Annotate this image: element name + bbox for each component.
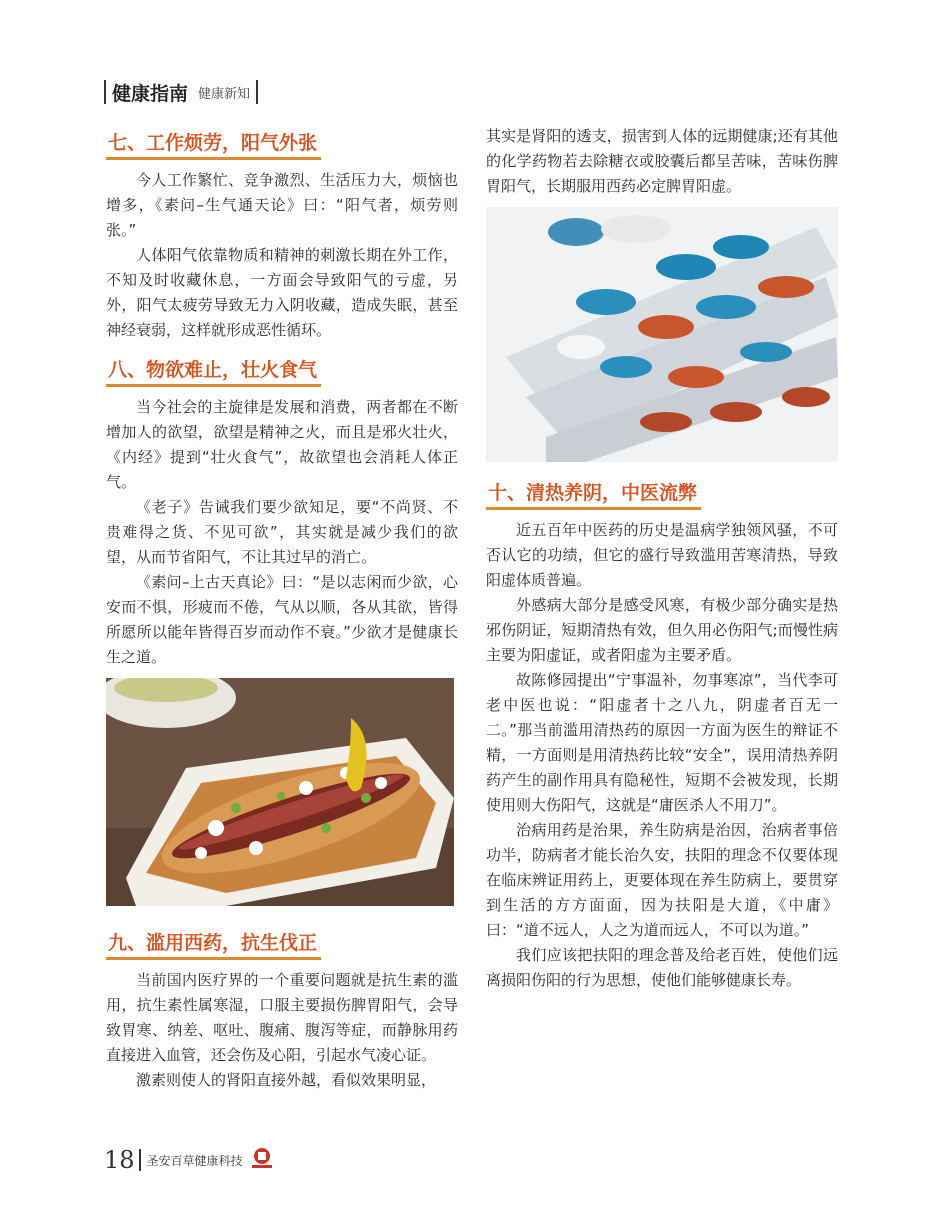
- column-subtitle: 健康新知: [198, 86, 251, 102]
- section-7-title: 七、工作烦劳，阳气外张: [106, 128, 458, 160]
- section-10-paragraph: 外感病大部分是感受风寒，有极少部分确实是热邪伤阴证，短期清热有效，但久用必伤阳气;而慢性病主要为阳虚证，或者阳虚为主要矛盾。: [486, 596, 838, 664]
- publisher-logo-icon: [249, 1147, 275, 1173]
- section-9-paragraph: 激素则使人的肾阳直接外越，看似效果明显，: [136, 1071, 437, 1089]
- section-8-title: 八、物欲难止，壮火食气: [106, 355, 458, 387]
- section-7-paragraph: 今人工作繁忙、竞争激烈、生活压力大，烦恼也增多，《素问–生气通天论》曰：“阳气者，烦劳则张。”: [106, 171, 458, 239]
- page-number: 18: [104, 1146, 135, 1174]
- section-8-paragraph: 《素问–上古天真论》曰：“是以志闲而少欲，心安而不惧，形疲而不倦，气从以顺，各从其欲，皆得所愿所以能年皆得百岁而动作不衰。”少欲才是健康长生之道。: [106, 573, 458, 666]
- header-divider-right: [256, 80, 258, 104]
- page-header: [104, 78, 258, 106]
- section-8-paragraph: 《老子》告诫我们要少欲知足，要“不尚贤、不贵难得之货、不见可欲”，其实就是减少我们的欲望，从而节省阳气，不让其过早的消亡。: [106, 498, 458, 566]
- section-10-paragraph: 我们应该把扶阳的理念普及给老百姓，使他们远离损阳伤阳的行为思想，使他们能够健康长寿。: [486, 946, 838, 989]
- section-7-paragraph: 人体阳气依靠物质和精神的刺激长期在外工作，不知及时收藏休息，一方面会导致阳气的亏虚，另外，阳气太疲劳导致无力入阴收藏，造成失眠，甚至神经衰弱，这样就形成恶性循环。: [106, 246, 458, 339]
- section-9-paragraph: 当前国内医疗界的一个重要问题就是抗生素的滥用，抗生素性属寒湿，口服主要损伤脾胃阳气，会导致胃寒、纳差、呕吐、腹痛、腹泻等症，而静脉用药直接进入血管，还会伤及心阳，引起水气凌心证。: [106, 971, 458, 1064]
- continued-paragraph: 其实是肾阳的透支，损害到人体的远期健康;还有其他的化学药物若去除糖衣或胶囊后都呈苦味，苦味伤脾胃阳气，长期服用西药必定脾胃阳虚。: [486, 127, 838, 195]
- left-column: [106, 124, 458, 1093]
- section-10-paragraph: 近五百年中医药的历史是温病学独领风骚，不可否认它的功绩，但它的盛行导致滥用苦寒清热，导致阳虚体质普遍。: [486, 521, 838, 589]
- column-title: 健康指南: [112, 82, 189, 105]
- pills-photo: [486, 207, 838, 462]
- footer-divider: [139, 1149, 141, 1171]
- header-divider-left: [104, 80, 106, 104]
- hotdog-photo: [106, 678, 454, 906]
- section-9-title: 九、滥用西药，抗生伐正: [106, 928, 458, 960]
- page-footer: [104, 1146, 275, 1174]
- section-10-title: 十、清热养阴，中医流弊: [486, 478, 838, 510]
- section-10-paragraph: 治病用药是治果，养生防病是治因，治病者事倍功半，防病者才能长治久安，扶阳的理念不仅要体现在临床辨证用药上，更要体现在养生防病上，要贯穿到生活的方方面面，因为扶阳是大道，《中庸》曰：“道不远人，人之为道而远人，不可以为道。”: [486, 821, 838, 939]
- section-8-paragraph: 当今社会的主旋律是发展和消费，两者都在不断增加人的欲望，欲望是精神之火，而且是邪火壮火，《内经》提到“壮火食气”，故欲望也会消耗人体正气。: [106, 398, 458, 491]
- right-column: [486, 124, 838, 993]
- section-10-paragraph: 故陈修园提出“宁事温补，勿事寒凉”，当代李可老中医也说：“阳虚者十之八九，阴虚者百无一二。”那当前滥用清热药的原因一方面为医生的辩证不精，一方面则是用清热药比较“安全”，误用清热养阴药产生的副作用具有隐秘性，短期不会被发现，长期使用则大伤阳气，这就是“庸医杀人不用刀”。: [486, 671, 838, 814]
- publisher-name: 圣安百草健康科技: [146, 1153, 243, 1168]
